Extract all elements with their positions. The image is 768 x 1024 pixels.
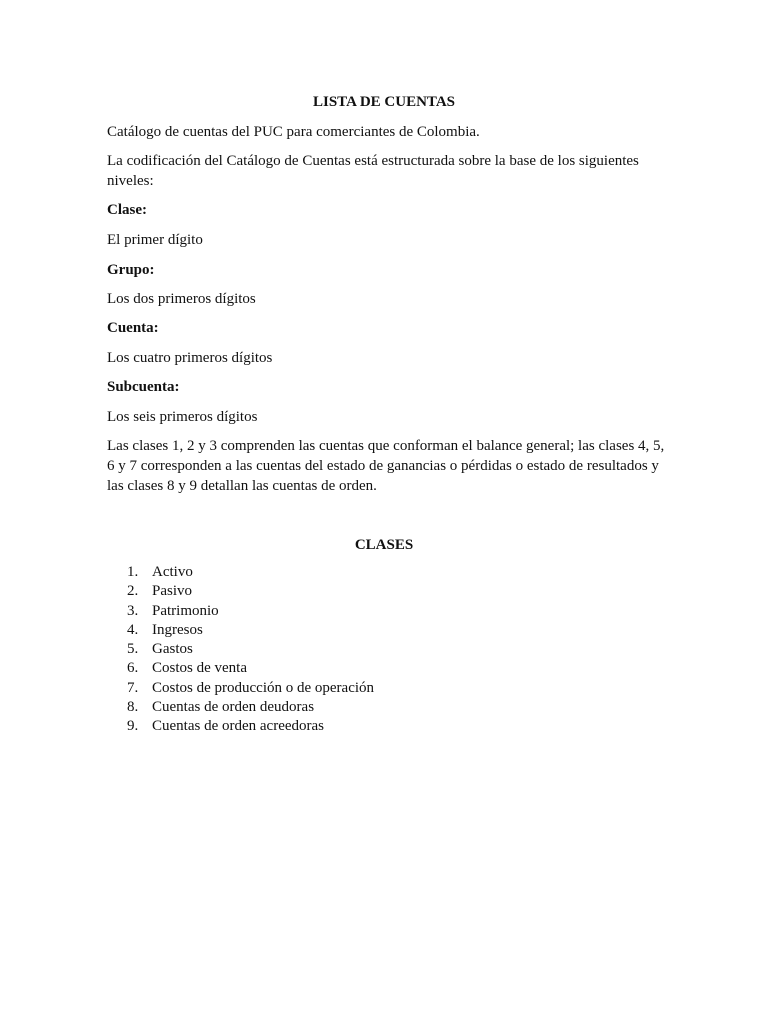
list-item [127, 563, 374, 582]
list-item-label: Activo [152, 564, 193, 580]
list-item-number: 5. [127, 641, 139, 658]
list-item-label: Pasivo [152, 583, 193, 600]
list-item-number: 7. [127, 679, 139, 696]
codification-paragraph: La codificación del Catálogo de Cuentas está estructurada sobre la base de los siguientes niveles: [107, 153, 639, 189]
list-item [127, 659, 374, 678]
level-desc-cuenta: Los cuatro primeros dígitos [107, 350, 273, 366]
level-label-cuenta: Cuenta: [107, 320, 159, 336]
page-title: LISTA DE CUENTAS [313, 94, 455, 110]
list-item-label: Costos de producción o de operación [152, 679, 375, 696]
list-item-label: Ingresos [152, 621, 203, 638]
level-label-grupo: Grupo: [107, 262, 155, 278]
list-item [127, 717, 374, 736]
classes-heading: CLASES [354, 537, 414, 553]
list-item-label: Cuentas de orden deudoras [152, 699, 315, 716]
intro-paragraph: Catálogo de cuentas del PUC para comerciantes de Colombia. [107, 124, 480, 140]
list-item [127, 602, 374, 621]
list-item-number: 1. [127, 564, 139, 580]
list-item [127, 640, 374, 659]
classes-list [127, 563, 374, 737]
level-desc-grupo: Los dos primeros dígitos [107, 291, 256, 307]
list-item-number: 8. [127, 699, 139, 716]
list-item-number: 2. [127, 583, 139, 600]
list-item [127, 582, 374, 601]
list-item [127, 698, 374, 717]
list-item-label: Patrimonio [152, 602, 219, 619]
list-item-number: 4. [127, 621, 139, 638]
list-item-number: 9. [127, 718, 139, 735]
level-label-clase: Clase: [107, 202, 147, 218]
level-desc-subcuenta: Los seis primeros dígitos [107, 409, 258, 425]
list-item [127, 679, 374, 698]
summary-paragraph: Las clases 1, 2 y 3 comprenden las cuentas que conforman el balance general; las clases 4, 5, 6 y 7 corresponden a las cuentas del estado de ganancias o pérdidas o estado de resultados y las clases 8 y 9 detallan las cuentas de orden. [107, 438, 665, 494]
list-item [127, 621, 374, 640]
list-item-label: Gastos [152, 641, 193, 658]
level-desc-clase: El primer dígito [107, 232, 203, 248]
list-item-number: 6. [127, 660, 139, 677]
level-label-subcuenta: Subcuenta: [107, 379, 180, 395]
list-item-number: 3. [127, 602, 139, 619]
list-item-label: Cuentas de orden acreedoras [152, 718, 325, 735]
list-item-label: Costos de venta [152, 660, 247, 677]
